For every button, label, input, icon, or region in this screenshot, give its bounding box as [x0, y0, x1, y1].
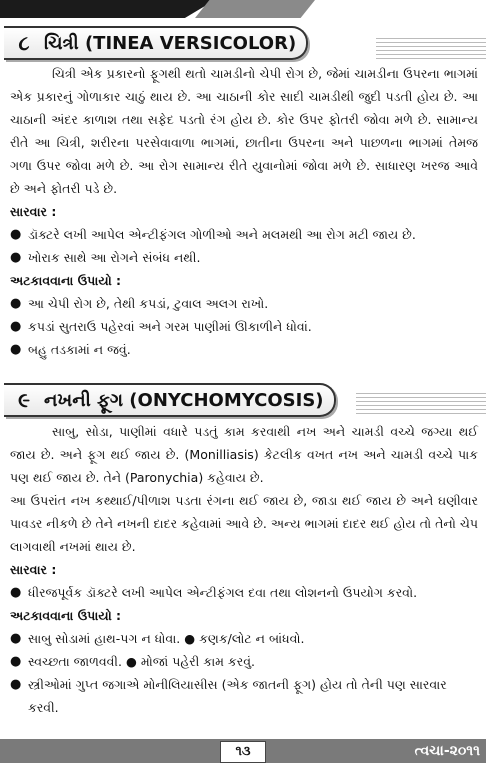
- section-heading-onychomycosis: [4, 383, 336, 417]
- top-dark-band: [0, 0, 215, 18]
- paragraph-intro: સાબુ, સોડા, પાણીમાં વધારે પડતું કામ કરવાથી નખ અને ચામડી વચ્ચે જગ્યા થઈ જાય છે. અને ફૂગ થઈ જાય છે. (Monilliasis) કેટલીક વખત નખ અને ચામડી વચ્ચે પાક પણ થઈ જાય છે. તેને (Paronychia) કહેવાય છે.: [10, 424, 478, 485]
- top-decoration: [0, 0, 486, 18]
- list-item: ● ડૉક્ટરે લખી આપેલ એન્ટીફંગલ ગોળીઓ અને મલમથી આ રોગ મટી જાય છે.: [10, 227, 416, 242]
- heading-stripes: [356, 393, 486, 415]
- treatment-label: સારવાર :: [10, 562, 57, 577]
- section-body-tinea: [10, 62, 478, 361]
- list-item: ● ધીરજપૂર્વક ડૉક્ટરે લખી આપેલ એન્ટીફંગલ દવા તથા લોશનનો ઉપયોગ કરવો.: [10, 585, 418, 600]
- prevention-label: અટકાવવાના ઉપાયો :: [10, 273, 122, 288]
- paragraph-details: આ ઉપરાંત નખ કથ્થાઈ/પીળાશ પડતા રંગના થઈ જાય છે, જાડા થઈ જાય છે અને ઘણીવાર પાવડર નીકળે છે તેને નખની દાદર કહેવામાં આવે છે. અન્ય ભાગમાં દાદર થઈ હોય તો તેનો ચેપ લાગવાથી નખમાં થાય છે.: [10, 493, 478, 554]
- section-number: ૮: [18, 31, 30, 55]
- prevention-label: અટકાવવાના ઉપાયો :: [10, 608, 122, 623]
- section-heading-tinea: [4, 26, 308, 60]
- list-item: ● સાબુ સોડામાં હાથ-પગ ન ધોવા. ● કણક/લોટ ન બાંધવો.: [10, 631, 305, 646]
- section-title: ચિત્રી (TINEA VERSICOLOR): [44, 32, 297, 54]
- section-number: ૯: [18, 388, 30, 412]
- list-item: ● સ્ત્રીઓમાં ગુપ્ત જગાએ મોનીલિયાસીસ (એક જાતની ફૂગ) હોય તો તેની પણ સારવાર કરવી.: [10, 677, 447, 715]
- section-title: નખની ફૂગ (ONYCHOMYCOSIS): [44, 389, 324, 411]
- page-footer: [0, 735, 486, 767]
- book-title: ત્વચા-૨૦૧૧: [414, 743, 480, 759]
- list-item: ● ખોરાક સાથે આ રોગને સંબંધ નથી.: [10, 250, 201, 265]
- list-item: ● આ ચેપી રોગ છે, તેથી કપડાં, ટુવાલ અલગ રાખો.: [10, 296, 269, 311]
- treatment-label: સારવાર :: [10, 204, 57, 219]
- list-item: ● કપડાં સુતરાઉ પહેરવાં અને ગરમ પાણીમાં ઊકાળીને ધોવાં.: [10, 319, 312, 334]
- page-number: ૧૩: [220, 741, 266, 763]
- top-grey-band: [195, 0, 315, 18]
- list-item: ● બહુ તડકામાં ન જવું.: [10, 342, 131, 357]
- list-item: ● સ્વચ્છતા જાળવવી. ● મોજાં પહેરી કામ કરવું.: [10, 654, 255, 669]
- section-body-onychomycosis: [10, 420, 478, 719]
- heading-stripes: [376, 38, 486, 60]
- paragraph-intro: ચિત્રી એક પ્રકારનો ફૂગથી થતો ચામડીનો ચેપી રોગ છે, જેમાં ચામડીના ઉપરના ભાગમાં એક પ્રકારનું ગોળાકાર ચાઠું થાય છે. આ ચાઠાની કોર સાદી ચામડીથી જુદી પડતી હોય છે. આ ચાઠાની અંદર કાળાશ તથા સફેદ પડતો રંગ હોય છે. કોર ઉપર ફોતરી જોવા મળે છે. સામાન્ય રીતે આ ચિત્રી, શરીરના પરસેવાવાળા ભાગમાં, છાતીના ઉપરના અને પાછળના ભાગમાં તેમજ ગળા ઉપર જોવા મળે છે. આ રોગ સામાન્ય રીતે યુવાનોમાં જોવા મળે છે. સાધારણ ખરજ આવે છે અને ફોતરી પડે છે.: [10, 66, 478, 196]
